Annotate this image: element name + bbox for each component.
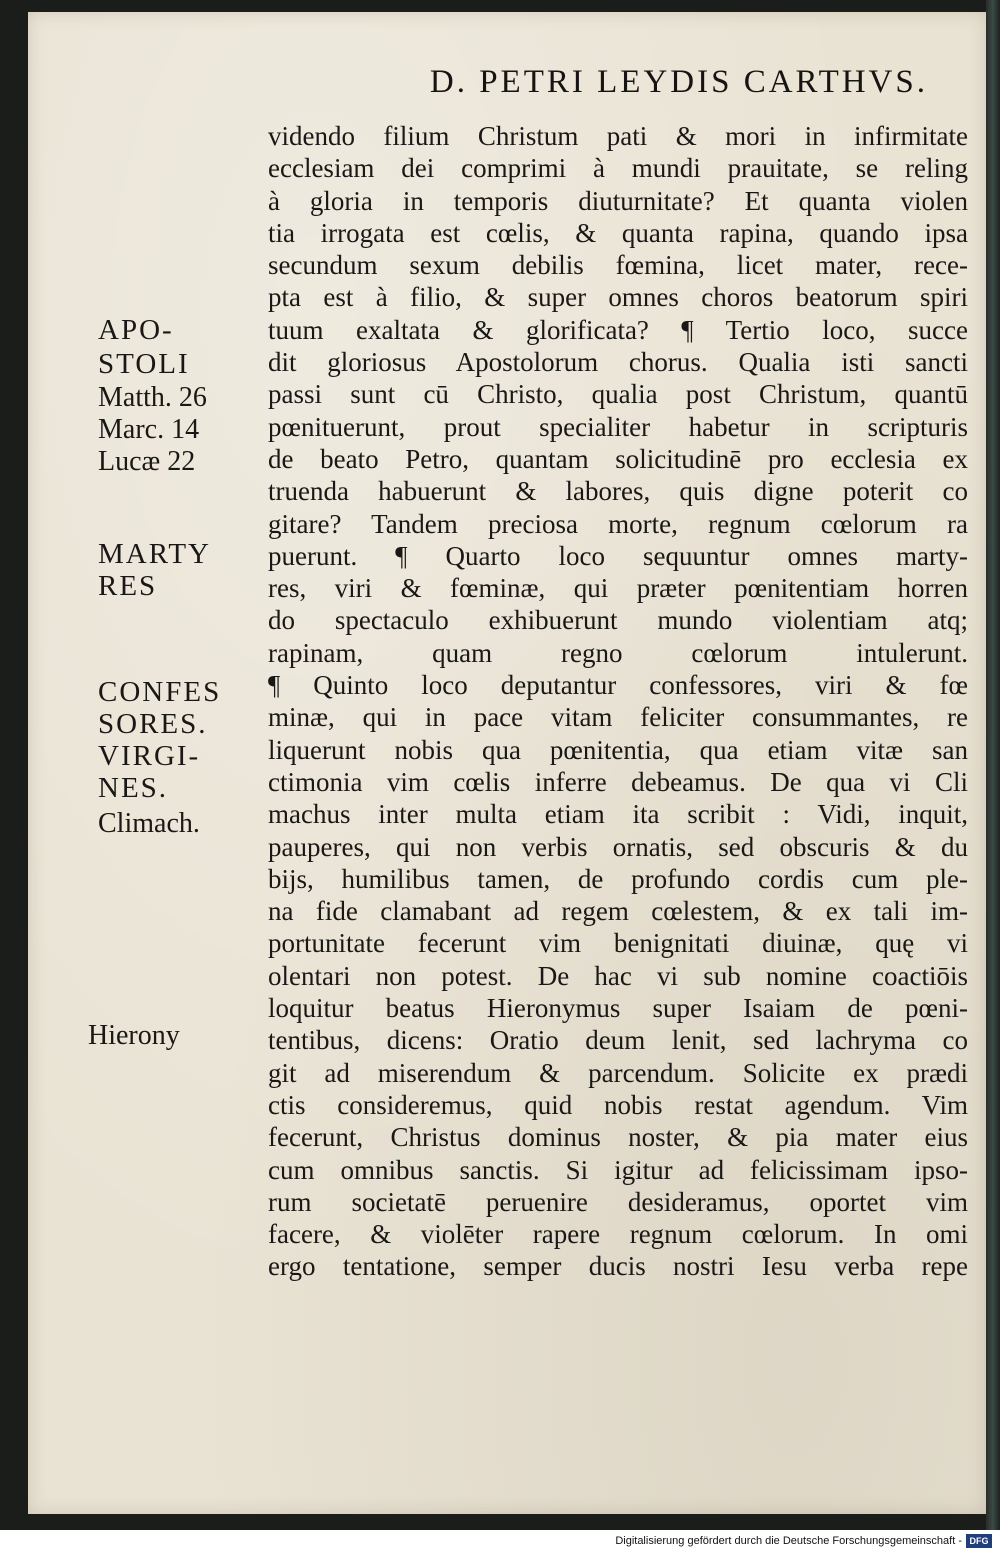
footer-bar <box>0 1530 1000 1554</box>
margin-note-apostoli-2: STOLI <box>98 348 190 380</box>
body-line: liquerunt nobis qua pœnitentia, qua etiam vitæ san <box>268 734 968 765</box>
body-line: minæ, qui in pace vitam feliciter consummantes, re <box>268 702 968 733</box>
margin-note-confessores-1: CONFES <box>98 676 222 708</box>
body-line: tia irrogata est cœlis, & quanta rapina, quando ipsa <box>268 217 968 248</box>
body-line: res, viri & fœminæ, qui præter pœnitentiam horren <box>268 573 968 604</box>
body-line: ecclesiam dei comprimi à mundi prauitate, se reling <box>268 153 968 184</box>
body-line: olentari non potest. De hac vi sub nomine coactiōis <box>268 960 968 991</box>
margin-note-lucae: Lucæ 22 <box>98 446 196 477</box>
margin-note-matth: Matth. 26 <box>98 382 207 413</box>
margin-note-confessores-2: SORES. <box>98 708 208 740</box>
body-line: machus inter multa etiam ita scribit : Vidi, inquit, <box>268 799 968 830</box>
margin-note-virgines-1: VIRGI- <box>98 740 201 772</box>
margin-note-marc: Marc. 14 <box>98 414 200 445</box>
margin-note-martyres-2: RES <box>98 570 158 602</box>
body-text <box>268 120 968 1283</box>
margin-note-martyres-1: MARTY <box>98 538 211 570</box>
body-line: rum societatē peruenire desideramus, oportet vim <box>268 1186 968 1217</box>
body-line: gitare? Tandem preciosa morte, regnum cœlorum ra <box>268 508 968 539</box>
body-line: fecerunt, Christus dominus noster, & pia mater eius <box>268 1122 968 1153</box>
body-line: portunitate fecerunt vim benignitati diuinæ, quę vi <box>268 928 968 959</box>
body-line: ctis consideremus, quid nobis restat agendum. Vim <box>268 1089 968 1120</box>
body-line: do spectaculo exhibuerunt mundo violentiam atq; <box>268 605 968 636</box>
body-line: ctimonia vim cœlis inferre debeamus. De qua vi Cli <box>268 766 968 797</box>
running-head: D. PETRI LEYDIS CARTHVS. <box>429 64 928 100</box>
dfg-logo: DFG <box>966 1534 992 1548</box>
margin-note-virgines-2: NES. <box>98 772 169 804</box>
body-line: pauperes, qui non verbis ornatis, sed obscuris & du <box>268 831 968 862</box>
body-line: na fide clamabant ad regem cœlestem, & ex tali im- <box>268 896 968 927</box>
body-line: tentibus, dicens: Oratio deum lenit, sed lachryma co <box>268 1025 968 1056</box>
body-line: passi sunt cū Christo, qualia post Christum, quantū <box>268 379 968 410</box>
body-line: ¶ Quinto loco deputantur confessores, viri & fœ <box>268 670 968 701</box>
body-line: truenda habuerunt & labores, quis digne poterit co <box>268 476 968 507</box>
body-line: ergo tentatione, semper ducis nostri Iesu verba repe <box>268 1251 968 1282</box>
body-line: puerunt. ¶ Quarto loco sequuntur omnes marty- <box>268 540 968 571</box>
footer-credit: Digitalisierung gefördert durch die Deutsche Forschungsgemeinschaft - <box>615 1535 962 1547</box>
book-spine-edge <box>986 0 1000 1530</box>
body-line: facere, & violēter rapere regnum cœlorum. In omi <box>268 1219 968 1250</box>
body-line: secundum sexum debilis fœmina, licet mater, rece- <box>268 250 968 281</box>
body-line: cum omnibus sanctis. Si igitur ad felicissimam ipso- <box>268 1154 968 1185</box>
margin-note-hierony: Hierony <box>88 1020 180 1051</box>
body-line: git ad miserendum & parcendum. Solicite ex prædi <box>268 1057 968 1088</box>
margin-note-apostoli-1: APO- <box>98 314 174 346</box>
body-line: à gloria in temporis diuturnitate? Et quanta violen <box>268 185 968 216</box>
body-line: loquitur beatus Hieronymus super Isaiam de pœni- <box>268 993 968 1024</box>
body-line: de beato Petro, quantam solicitudinē pro ecclesia ex <box>268 443 968 474</box>
body-line: tuum exaltata & glorificata? ¶ Tertio loco, succe <box>268 314 968 345</box>
body-line: pta est à filio, & super omnes choros beatorum spiri <box>268 282 968 313</box>
body-line: bijs, humilibus tamen, de profundo cordis cum ple- <box>268 863 968 894</box>
body-line: pœnituerunt, prout specialiter habetur in scripturis <box>268 411 968 442</box>
body-line: dit gloriosus Apostolorum chorus. Qualia isti sancti <box>268 347 968 378</box>
body-line: videndo filium Christum pati & mori in infirmitate <box>268 121 968 151</box>
body-line: rapinam, quam regno cœlorum intulerunt. <box>268 637 968 668</box>
book-page <box>28 12 986 1514</box>
margin-note-climach: Climach. <box>98 808 200 839</box>
